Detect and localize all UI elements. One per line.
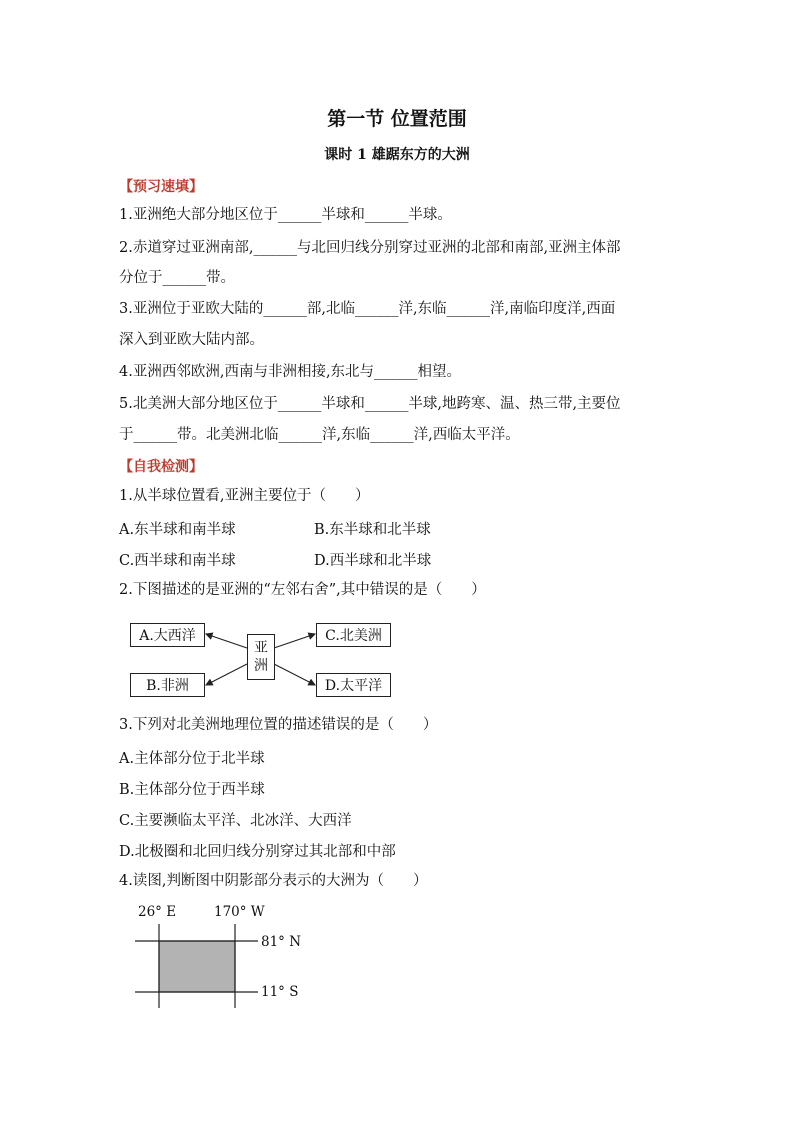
latitude-label-top: 81° N (261, 934, 302, 950)
lesson-subtitle: 课时 1 雄踞东方的大洲 (324, 147, 470, 163)
question-3-option-a[interactable]: A.主体部分位于北半球 (119, 751, 265, 767)
preview-line: 2.赤道穿过亚洲南部,______与北回归线分别穿过亚洲的北部和南部,亚洲主体部 (119, 240, 621, 256)
box-africa[interactable]: B.非洲 (130, 673, 205, 697)
preview-line: 3.亚洲位于亚欧大陆的______部,北临______洋,东临______洋,南临印度洋,西面 (119, 301, 616, 317)
page-title: 第一节 位置范围 (327, 108, 467, 130)
latitude-label-bottom: 11° S (261, 984, 299, 1000)
shaded-region (159, 941, 235, 992)
latlon-grid-map (130, 902, 310, 1012)
question-2-stem: 2.下图描述的是亚洲的“左邻右舍”,其中错误的是（ ） (119, 582, 486, 598)
box-pacific-ocean[interactable]: D.太平洋 (316, 673, 391, 697)
box-asia (247, 634, 275, 680)
asia-char-2: 洲 (254, 658, 268, 674)
question-3-option-c[interactable]: C.主要濒临太平洋、北冰洋、大西洋 (119, 813, 352, 829)
asia-neighbors-diagram (127, 612, 395, 702)
question-3-option-d[interactable]: D.北极圈和北回归线分别穿过其北部和中部 (119, 844, 396, 860)
question-1-option-a[interactable]: A.东半球和南半球 (119, 522, 236, 538)
preview-line: 分位于______带。 (119, 270, 235, 286)
question-4-stem: 4.读图,判断图中阴影部分表示的大洲为（ ） (119, 873, 428, 889)
question-1-stem: 1.从半球位置看,亚洲主要位于（ ） (119, 488, 370, 504)
preview-line: 1.亚洲绝大部分地区位于______半球和______半球。 (119, 207, 452, 223)
question-1-option-c[interactable]: C.西半球和南半球 (119, 553, 236, 569)
section-preview-heading: 【预习速填】 (119, 179, 203, 195)
box-north-america[interactable]: C.北美洲 (316, 623, 391, 647)
question-3-option-b[interactable]: B.主体部分位于西半球 (119, 782, 265, 798)
preview-line: 深入到亚欧大陆内部。 (119, 332, 264, 348)
section-selftest-heading: 【自我检测】 (119, 459, 203, 475)
question-3-stem: 3.下列对北美洲地理位置的描述错误的是（ ） (119, 717, 438, 733)
longitude-label-right: 170° W (214, 904, 265, 920)
longitude-label-left: 26° E (138, 904, 177, 920)
preview-line: 4.亚洲西邻欧洲,西南与非洲相接,东北与______相望。 (119, 364, 462, 380)
asia-char-1: 亚 (254, 640, 268, 656)
preview-line: 于______带。北美洲北临______洋,东临______洋,西临太平洋。 (119, 427, 520, 443)
question-1-option-d[interactable]: D.西半球和北半球 (314, 553, 432, 569)
box-atlantic-ocean[interactable]: A.大西洋 (130, 623, 205, 647)
question-1-option-b[interactable]: B.东半球和北半球 (314, 522, 431, 538)
preview-line: 5.北美洲大部分地区位于______半球和______半球,地跨寒、温、热三带,主要位 (119, 396, 621, 412)
